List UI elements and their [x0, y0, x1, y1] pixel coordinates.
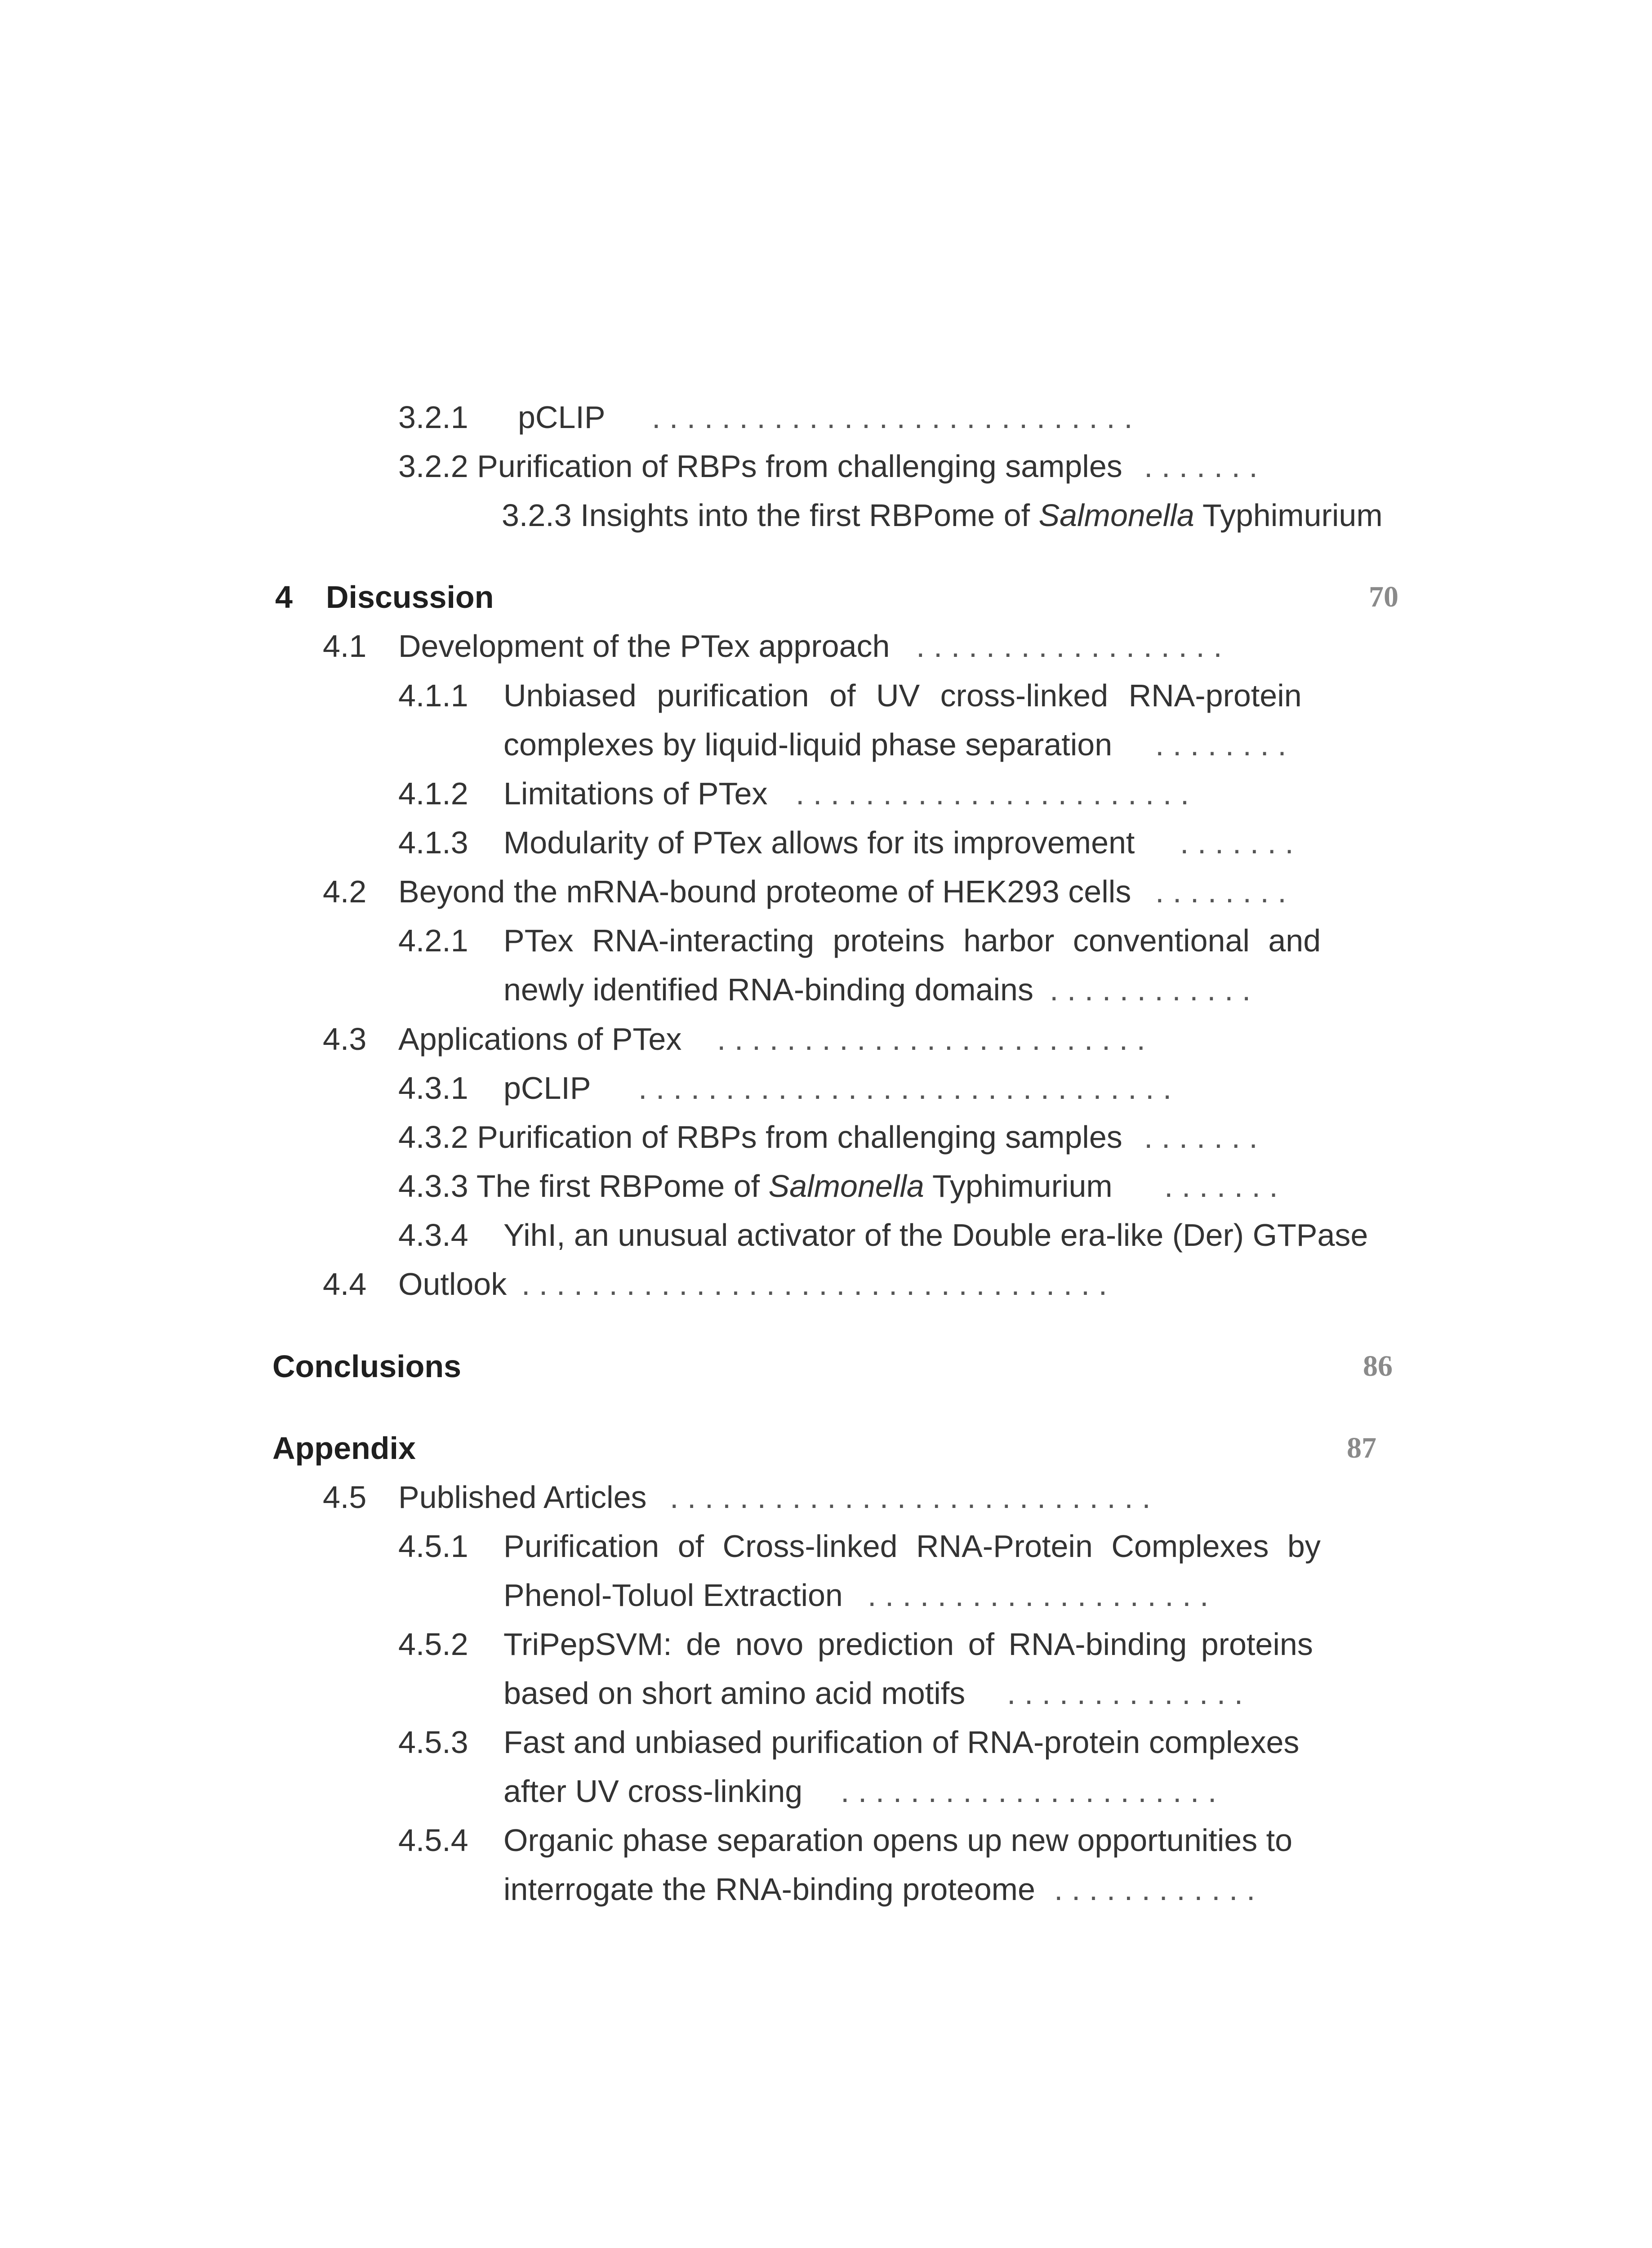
toc-number-4-5-4: 4.5.4 [398, 1823, 468, 1858]
toc-number-3-2-1: 3.2.1 [398, 400, 468, 435]
toc-title-4-5-3-line1[interactable]: Fast and unbiased purification of RNA-protein complexes [503, 1725, 1300, 1760]
toc-title-4-1-1-line1[interactable]: Unbiased purification of UV cross-linked RNA-protein [503, 678, 1302, 713]
toc-title-4-2[interactable]: Beyond the mRNA-bound proteome of HEK293 cells [398, 874, 1131, 909]
toc-entry-4-3-3[interactable] [398, 1166, 1113, 1206]
toc-chapter-4-page: 70 [1369, 580, 1398, 613]
toc-number-4-2: 4.2 [323, 874, 367, 909]
toc-chapter-4-title[interactable]: Discussion [326, 580, 494, 615]
toc-number-4-1-2: 4.1.2 [398, 776, 468, 811]
toc-chapter-4-number: 4 [275, 580, 293, 615]
toc-leader-4-2: . . . . . . . . [1155, 874, 1287, 909]
toc-entry-4-3-3-post: Typhimurium [924, 1169, 1113, 1204]
toc-leader-4-1-1: . . . . . . . . [1155, 727, 1287, 762]
toc-title-4-5-1-line2[interactable]: Phenol-Toluol Extraction [503, 1578, 843, 1613]
toc-title-4-5-2-line2[interactable]: based on short amino acid motifs [503, 1676, 966, 1711]
toc-title-4-5[interactable]: Published Articles [398, 1480, 647, 1515]
toc-entry-4-3-3-italic: Salmonella [768, 1169, 924, 1204]
toc-leader-4-5-3: . . . . . . . . . . . . . . . . . . . . . . [841, 1774, 1217, 1809]
toc-appendix-title[interactable]: Appendix [272, 1431, 416, 1466]
toc-entry-3-2-3-pre: 3.2.3 Insights into the first RBPome of [502, 498, 1039, 533]
toc-conclusions-title[interactable]: Conclusions [272, 1349, 462, 1384]
toc-title-4-5-4-line2[interactable]: interrogate the RNA-binding proteome [503, 1872, 1035, 1907]
toc-leader-3-2-1: . . . . . . . . . . . . . . . . . . . . . . . . . . . . [652, 400, 1133, 435]
toc-leader-4-3-1: . . . . . . . . . . . . . . . . . . . . . . . . . . . . . . . [638, 1070, 1172, 1106]
toc-number-4-5-1: 4.5.1 [398, 1529, 468, 1564]
toc-title-4-1[interactable]: Development of the PTex approach [398, 629, 890, 664]
toc-leader-4-3-2: . . . . . . . [1144, 1120, 1258, 1155]
toc-leader-4-1-3: . . . . . . . [1180, 825, 1294, 860]
toc-conclusions-page: 86 [1363, 1350, 1393, 1383]
toc-title-4-5-4-line1[interactable]: Organic phase separation opens up new opportunities to [503, 1823, 1293, 1858]
toc-leader-3-2-2: . . . . . . . [1144, 449, 1258, 484]
toc-entry-4-3-3-pre: 4.3.3 The first RBPome of [398, 1169, 769, 1204]
toc-title-4-1-1-line2[interactable]: complexes by liquid-liquid phase separation [503, 727, 1113, 762]
toc-leader-4-5-4: . . . . . . . . . . . . [1054, 1872, 1256, 1907]
toc-title-3-2-1[interactable]: pCLIP [518, 400, 606, 435]
toc-number-4-3-4: 4.3.4 [398, 1218, 468, 1253]
toc-number-4-1: 4.1 [323, 629, 367, 664]
toc-number-4-4: 4.4 [323, 1267, 367, 1302]
toc-number-4-5: 4.5 [323, 1480, 367, 1515]
toc-title-4-1-2[interactable]: Limitations of PTex [503, 776, 768, 811]
toc-title-4-2-1-line2[interactable]: newly identified RNA-binding domains [503, 972, 1033, 1007]
toc-leader-4-1: . . . . . . . . . . . . . . . . . . [916, 629, 1222, 664]
toc-leader-4-1-2: . . . . . . . . . . . . . . . . . . . . . . . [796, 776, 1189, 811]
toc-entry-4-3-2[interactable]: 4.3.2 Purification of RBPs from challenging samples [398, 1120, 1122, 1155]
toc-leader-4-4: . . . . . . . . . . . . . . . . . . . . . . . . . . . . . . . . . . [521, 1267, 1108, 1302]
toc-number-4-3: 4.3 [323, 1021, 367, 1057]
toc-leader-4-2-1: . . . . . . . . . . . . [1050, 972, 1251, 1007]
toc-leader-4-5-2: . . . . . . . . . . . . . . [1007, 1676, 1243, 1711]
toc-title-4-3[interactable]: Applications of PTex [398, 1021, 682, 1057]
toc-number-4-5-3: 4.5.3 [398, 1725, 468, 1760]
toc-entry-3-2-3-post: Typhimurium [1194, 498, 1383, 533]
toc-title-4-5-3-line2[interactable]: after UV cross-linking [503, 1774, 803, 1809]
toc-title-4-1-3[interactable]: Modularity of PTex allows for its improvement [503, 825, 1135, 860]
toc-title-4-3-4[interactable]: YihI, an unusual activator of the Double era-like (Der) GTPase [503, 1218, 1368, 1253]
toc-number-4-2-1: 4.2.1 [398, 923, 468, 958]
toc-appendix-page: 87 [1347, 1432, 1376, 1464]
toc-title-4-4[interactable]: Outlook [398, 1267, 507, 1302]
toc-title-4-5-1-line1[interactable]: Purification of Cross-linked RNA-Protein Complexes by [503, 1529, 1321, 1564]
toc-number-4-5-2: 4.5.2 [398, 1627, 468, 1662]
toc-title-4-2-1-line1[interactable]: PTex RNA-interacting proteins harbor conventional and [503, 923, 1321, 958]
toc-leader-4-5: . . . . . . . . . . . . . . . . . . . . . . . . . . . . [670, 1480, 1151, 1515]
toc-entry-3-2-2[interactable]: 3.2.2 Purification of RBPs from challenging samples [398, 449, 1122, 484]
toc-number-4-1-3: 4.1.3 [398, 825, 468, 860]
toc-title-4-5-2-line1[interactable]: TriPepSVM: de novo prediction of RNA-binding proteins [503, 1627, 1313, 1662]
toc-title-4-3-1[interactable]: pCLIP [503, 1070, 591, 1106]
toc-leader-4-3: . . . . . . . . . . . . . . . . . . . . . . . . . [717, 1021, 1145, 1057]
toc-entry-3-2-3[interactable] [502, 495, 1383, 535]
toc-number-4-1-1: 4.1.1 [398, 678, 468, 713]
toc-entry-3-2-3-italic: Salmonella [1038, 498, 1194, 533]
toc-leader-4-3-3: . . . . . . . [1164, 1169, 1278, 1204]
toc-number-4-3-1: 4.3.1 [398, 1070, 468, 1106]
toc-leader-4-5-1: . . . . . . . . . . . . . . . . . . . . [868, 1578, 1209, 1613]
